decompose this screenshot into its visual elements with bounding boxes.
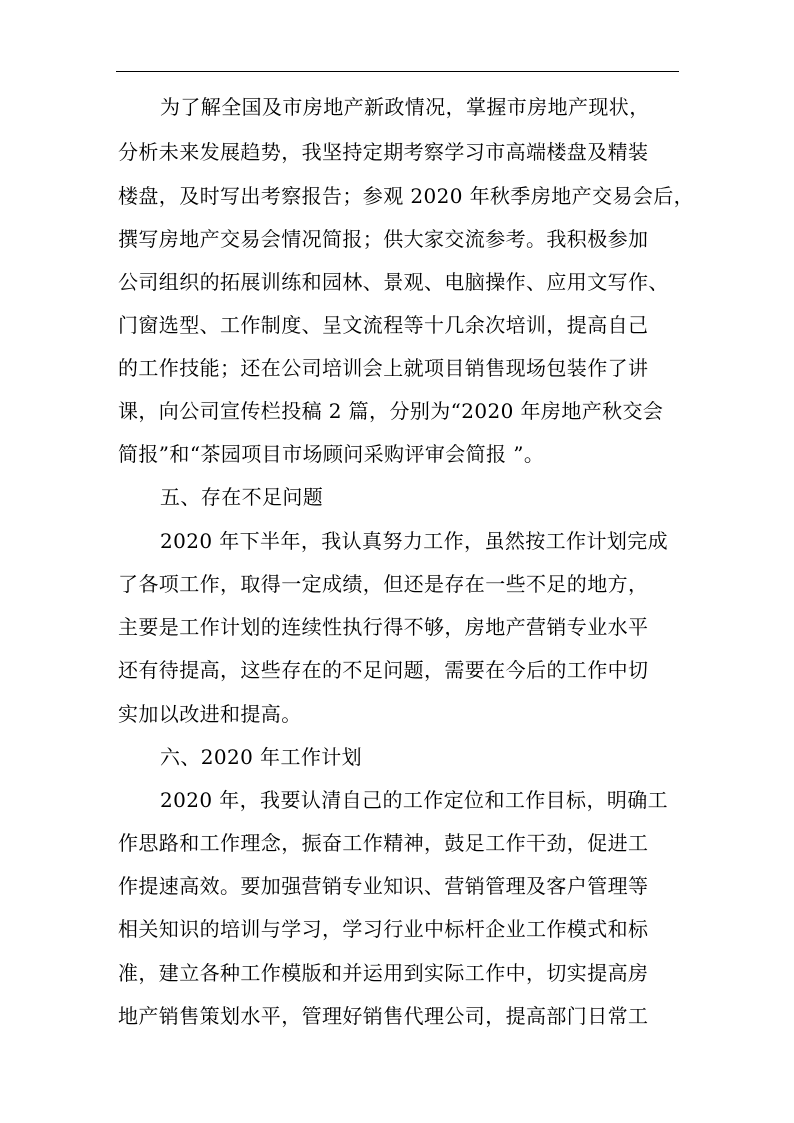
section-heading: 五、存在不足问题 xyxy=(160,485,324,509)
text-line: 主要是工作计划的连续性执行得不够，房地产营销专业水平 xyxy=(118,615,649,639)
text-line: 作思路和工作理念，振奋工作精神，鼓足工作干劲，促进工 xyxy=(118,831,649,855)
section-heading: 六、2020 年工作计划 xyxy=(160,745,363,769)
text-line: 了各项工作，取得一定成绩，但还是存在一些不足的地方， xyxy=(118,572,649,596)
text-line: 课，向公司宣传栏投稿 2 篇，分别为“2020 年房地产秋交会 xyxy=(118,399,664,423)
text-line: 还有待提高，这些存在的不足问题，需要在今后的工作中切 xyxy=(118,658,649,682)
header-rule xyxy=(116,71,679,72)
text-line: 2020 年下半年，我认真努力工作，虽然按工作计划完成 xyxy=(160,529,669,553)
text-line: 门窗选型、工作制度、呈文流程等十几余次培训，提高自己 xyxy=(118,313,649,337)
text-line: 公司组织的拓展训练和园林、景观、电脑操作、应用文写作、 xyxy=(118,270,669,294)
text-line: 的工作技能；还在公司培训会上就项目销售现场包装作了讲 xyxy=(118,356,649,380)
text-line: 分析未来发展趋势，我坚持定期考察学习市高端楼盘及精装 xyxy=(118,140,649,164)
text-line: 简报”和“茶园项目市场顾问采购评审会简报 ”。 xyxy=(118,442,545,466)
text-line: 作提速高效。要加强营销专业知识、营销管理及客户管理等 xyxy=(118,874,649,898)
text-line: 为了解全国及市房地产新政情况，掌握市房地产现状， xyxy=(160,95,650,119)
text-line: 实加以改进和提高。 xyxy=(118,702,302,726)
text-line: 准，建立各种工作模版和并运用到实际工作中，切实提高房 xyxy=(118,961,649,985)
text-line: 地产销售策划水平，管理好销售代理公司，提高部门日常工 xyxy=(118,1004,649,1028)
text-line: 楼盘，及时写出考察报告；参观 2020 年秋季房地产交易会后， xyxy=(118,184,695,208)
text-line: 撰写房地产交易会情况简报；供大家交流参考。我积极参加 xyxy=(118,227,649,251)
text-line: 2020 年，我要认清自己的工作定位和工作目标，明确工 xyxy=(160,788,669,812)
text-line: 相关知识的培训与学习，学习行业中标杆企业工作模式和标 xyxy=(118,917,649,941)
